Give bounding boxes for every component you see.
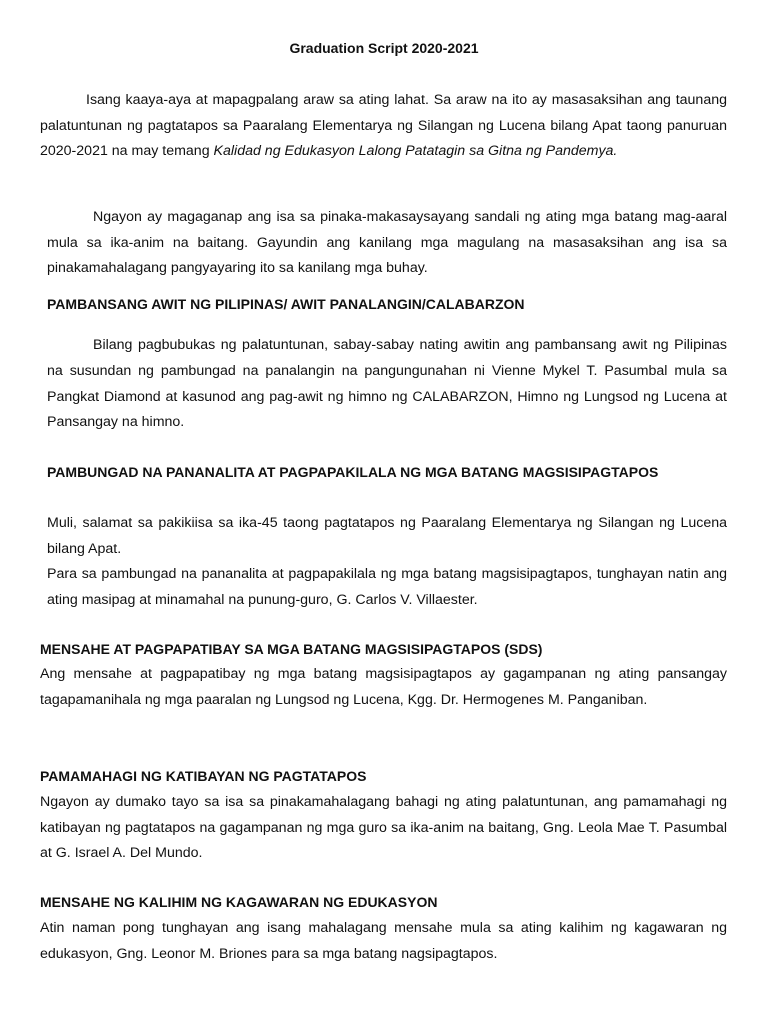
theme-text: Kalidad ng Edukasyon Lalong Patatagin sa Gitna ng Pandemya. bbox=[213, 143, 618, 159]
section-certificates-body bbox=[40, 790, 727, 867]
section-heading: PAMAMAHAGI NG KATIBAYAN NG PAGTATAPOS bbox=[40, 768, 367, 784]
section-paragraph: Bilang pagbubukas ng palatuntunan, sabay-sabay nating awitin ang pambansang awit ng Pilipinas na susundan ng pambungad na panalangin na pangungunahan ni Vienne Mykel T. Pasumbal mula sa Pangkat Diamond at kasunod ang pag-awit ng himno ng CALABARZON, Himno ng Lungsod ng Lucena at Pansangay na himno. bbox=[47, 337, 727, 431]
section-paragraph: Muli, salamat sa pakikiisa sa ika-45 taong pagtatapos ng Paaralang Elementarya ng Silangan ng Lucena bilang Apat. bbox=[47, 515, 727, 557]
section-sds-message-body bbox=[40, 662, 727, 713]
section-sds-message bbox=[40, 641, 727, 658]
section-heading: PAMBUNGAD NA PANANALITA AT PAGPAPAKILALA NG MGA BATANG MAGSISIPAGTAPOS bbox=[47, 464, 659, 480]
page-title: Graduation Script 2020-2021 bbox=[289, 40, 479, 56]
intro-paragraph-block bbox=[40, 88, 727, 165]
section-paragraph: Para sa pambungad na pananalita at pagpapakilala ng mga batang magsisipagtapos, tunghayan natin ang ating masipag at minamahal na punung-guro, G. Carlos V. Villaester. bbox=[47, 566, 727, 608]
intro-paragraph-text: Isang kaaya-aya at mapagpalang araw sa ating lahat. Sa araw na ito ay masasaksihan ang taunang palatuntunan ng pagtatapos sa Paaralang Elementarya ng Silangan ng Lucena bilang Apat taong panuruan 2020-2021 na may temang bbox=[40, 92, 727, 159]
section-heading: PAMBANSANG AWIT NG PILIPINAS/ AWIT PANALANGIN/CALABARZON bbox=[47, 296, 525, 312]
section-secretary-message bbox=[40, 894, 727, 911]
section-anthem-body bbox=[47, 333, 727, 436]
section-heading: MENSAHE AT PAGPAPATIBAY SA MGA BATANG MAGSISIPAGTAPOS (SDS) bbox=[40, 641, 543, 657]
section-secretary-message-body bbox=[40, 916, 727, 967]
section-anthem bbox=[47, 296, 727, 313]
section-paragraph: Ngayon ay dumako tayo sa isa sa pinakamahalagang bahagi ng ating palatuntunan, ang pamamahagi ng katibayan ng pagtatapos na gagampanan ng mga guro sa ika-anim na baitang, Gng. Leola Mae T. Pasumbal at G. Israel A. Del Mundo. bbox=[40, 794, 727, 861]
section-opening-remarks-body bbox=[47, 511, 727, 613]
second-paragraph-block bbox=[47, 205, 727, 282]
section-certificates bbox=[40, 768, 727, 785]
second-paragraph: Ngayon ay magaganap ang isa sa pinaka-makasaysayang sandali ng ating mga batang mag-aaral mula sa ika-anim na baitang. Gayundin ang kanilang mga magulang na masasaksihan ang isa sa pinakamahalagang pangyayaring ito sa kanilang mga buhay. bbox=[47, 209, 727, 276]
section-paragraph: Atin naman pong tunghayan ang isang mahalagang mensahe mula sa ating kalihim ng kagawaran ng edukasyon, Gng. Leonor M. Briones para sa mga batang nagsipagtapos. bbox=[40, 920, 727, 962]
intro-paragraph bbox=[40, 88, 727, 165]
section-paragraph: Ang mensahe at pagpapatibay ng mga batang magsisipagtapos ay gagampanan ng ating pansangay tagapamanihala ng mga paaralan ng Lungsod ng Lucena, Kgg. Dr. Hermogenes M. Panganiban. bbox=[40, 666, 727, 708]
section-heading: MENSAHE NG KALIHIM NG KAGAWARAN NG EDUKASYON bbox=[40, 894, 438, 910]
section-opening-remarks bbox=[47, 464, 727, 481]
